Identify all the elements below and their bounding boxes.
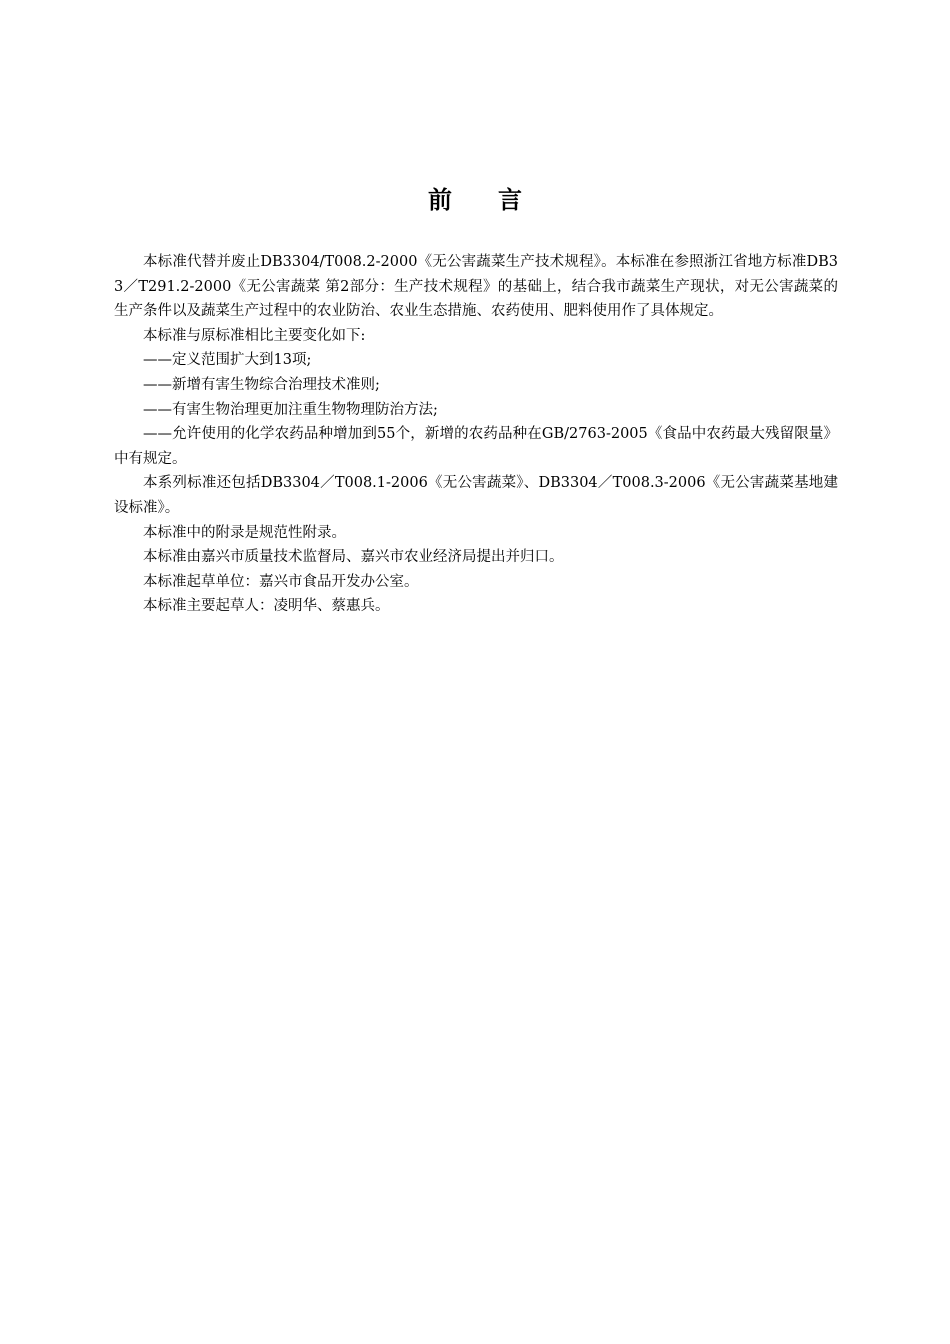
list-item-pesticide-count: ——允许使用的化学农药品种增加到55个，新增的农药品种在GB/2763-2005《食品中农药最大残留限量》中有规定。: [114, 426, 838, 467]
paragraph-drafting-unit: 本标准起草单位：嘉兴市食品开发办公室。: [143, 573, 419, 590]
list-item-pest-management: ——新增有害生物综合治理技术准则;: [143, 376, 380, 393]
paragraph-drafters: 本标准主要起草人：凌明华、蔡惠兵。: [143, 598, 390, 615]
title-char-2: 言: [498, 185, 522, 214]
list-item-biological-control: ——有害生物治理更加注重生物物理防治方法;: [143, 401, 438, 418]
foreword-body: [114, 250, 838, 619]
title-char-1: 前: [428, 185, 452, 214]
paragraph-proposer: 本标准由嘉兴市质量技术监督局、嘉兴市农业经济局提出并归口。: [143, 549, 564, 566]
list-item-definition-scope: ——定义范围扩大到13项;: [143, 352, 312, 369]
paragraph-appendix-note: 本标准中的附录是规范性附录。: [143, 524, 346, 541]
paragraph-series-standards: 本系列标准还包括DB3304／T008.1-2006《无公害蔬菜》、DB3304／T008.3-2006《无公害蔬菜基地建设标准》。: [114, 475, 838, 516]
paragraph-main-changes-intro: 本标准与原标准相比主要变化如下:: [143, 327, 366, 344]
page-title: [0, 184, 950, 216]
paragraph-replacement-statement: 本标准代替并废止DB3304/T008.2-2000《无公害蔬菜生产技术规程》。本标准在参照浙江省地方标准DB33／T291.2-2000《无公害蔬菜 第2部分：生产技术规程》的基础上，结合我市蔬菜生产现状，对无公害蔬菜的生产条件以及蔬菜生产过程中的农业防治、农业生态措施、农药使用、肥料使用作了具体规定。: [114, 254, 838, 320]
